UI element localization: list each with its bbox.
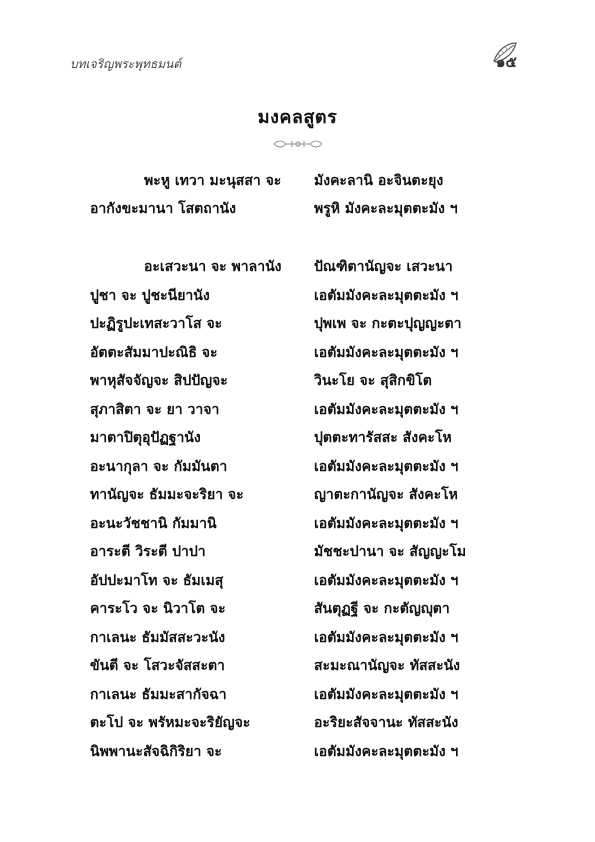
verse-line [0,541,595,563]
divider-ornament-icon [272,138,324,150]
verse-line [0,598,595,620]
verse-line [0,342,595,364]
verse-right: มัชชะปานา จะ สัญญะโม [314,544,467,560]
page-number-text: ๑๕ [496,53,517,71]
verse-left: อะเสวะนา จะ พาลานัง [144,259,282,275]
verse-line [0,427,595,449]
verse-right: เอตัมมังคะละมุตตะมัง ฯ [314,572,459,589]
verse-line [0,655,595,677]
verse-right: ปุพเพ จะ กะตะปุญญะตา [314,316,462,332]
verse-right: พรูหิ มังคะละมุตตะมัง ฯ [314,201,458,217]
verse-right: เอตัมมังคะละมุตตะมัง ฯ [314,458,459,475]
verse-right: เอตัมมังคะละมุตตะมัง ฯ [314,743,459,760]
verse-right: ปุตตะทารัสสะ สังคะโห [314,430,452,446]
verse-line [0,712,595,734]
verse-right: สะมะณานัญจะ ทัสสะนัง [314,658,461,674]
verse-line [0,570,595,592]
verse-line [0,484,595,506]
verse-left: นิพพานะสัจฉิกิริยา จะ [90,743,222,760]
verse-left: ปะฏิรูปะเทสะวาโส จะ [90,316,223,332]
verse-line [0,198,595,220]
verse-left: ตะโป จะ พรัหมะจะริยัญจะ [90,715,251,731]
verse-left: ทานัญจะ ธัมมะจะริยา จะ [90,487,244,503]
verse-line [0,170,595,192]
verse-left: อากังขะมานา โสตถานัง [90,201,236,217]
verse-left: กาเลนะ ธัมมัสสะวะนัง [90,629,226,646]
verse-line [0,456,595,478]
verse-right: เอตัมมังคะละมุตตะมัง ฯ [314,401,459,418]
verse-left: คาระโว จะ นิวาโต จะ [90,601,226,617]
verse-right: เอตัมมังคะละมุตตะมัง ฯ [314,287,459,304]
verse-left: อัปปะมาโท จะ ธัมเมสุ [90,572,224,589]
verse-right: เอตัมมังคะละมุตตะมัง ฯ [314,344,459,361]
verse-right: เอตัมมังคะละมุตตะมัง ฯ [314,515,459,532]
verse-left: พาหุสัจจัญจะ สิปปัญจะ [90,373,228,389]
verse-right: อะริยะสัจจานะ ทัสสะนัง [314,715,459,731]
page-title: มงคลสูตร [257,107,338,128]
verse-line [0,313,595,335]
verse-left: ปูชา จะ ปูชะนียานัง [90,287,210,304]
verse-left: มาตาปิตุอุปัฏฐานัง [90,430,201,446]
verse-left: พะหู เทวา มะนุสสา จะ [144,173,282,189]
verse-line [0,399,595,421]
verse-right: ปัณฑิตานัญจะ เสวะนา [314,259,453,275]
verse-line [0,513,595,535]
verse-left: กาเลนะ ธัมมะสากัจฉา [90,686,227,703]
verse-right: ญาตะกานัญจะ สังคะโห [314,487,458,503]
verse-line [0,741,595,763]
page-number [496,50,517,74]
verse-line [0,285,595,307]
verse-right: เอตัมมังคะละมุตตะมัง ฯ [314,629,459,646]
verse-left: อัตตะสัมมาปะณิธิ จะ [90,344,218,361]
verse-left: อะนากุลา จะ กัมมันตา [90,458,228,475]
verse-right: มังคะลานิ อะจินตะยุง [314,173,444,189]
verse-right: เอตัมมังคะละมุตตะมัง ฯ [314,686,459,703]
verse-line [0,256,595,278]
verse-left: สุภาสิตา จะ ยา วาจา [90,401,220,418]
verse-right: วินะโย จะ สุสิกขิโต [314,373,432,389]
verse-line [0,370,595,392]
verse-line [0,627,595,649]
verse-left: อาระตี วิระตี ปาปา [90,544,206,560]
verse-left: อะนะวัชชานิ กัมมานิ [90,515,217,532]
verse-left: ขันตี จะ โสวะจัสสะตา [90,658,225,674]
verse-line [0,684,595,706]
running-head: บทเจริญพระพุทธมนต์ [70,57,182,71]
verse-right: สันตุฏฐี จะ กะตัญญุตา [314,601,450,617]
